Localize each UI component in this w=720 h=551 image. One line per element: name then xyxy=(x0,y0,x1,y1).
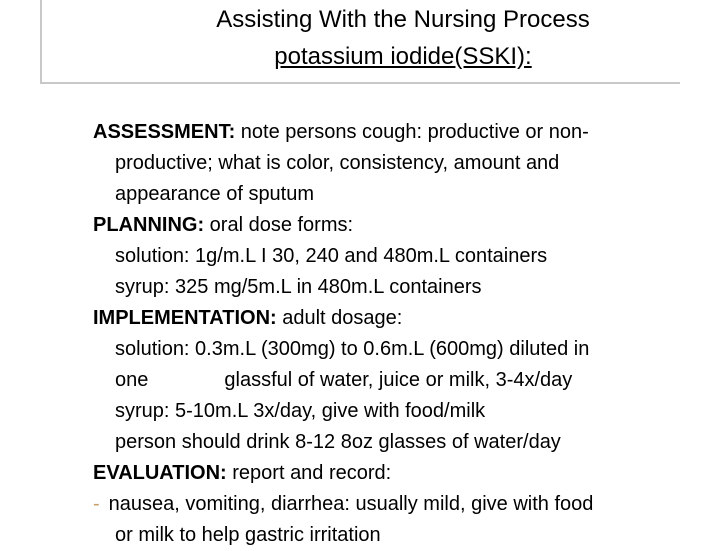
assessment-text-1: note persons cough: productive or non- xyxy=(235,121,589,143)
evaluation-line-3: or milk to help gastric irritation xyxy=(115,524,381,546)
assessment-line-3: appearance of sputum xyxy=(115,183,315,205)
planning-heading: PLANNING: xyxy=(93,214,205,236)
implementation-line-5: person should drink 8-12 8oz glasses of water/day xyxy=(115,431,561,453)
evaluation-text-2: nausea, vomiting, diarrhea: usually mild, give with food xyxy=(108,493,594,515)
evaluation-line-1 xyxy=(93,458,713,489)
implementation-line-4: syrup: 5-10m.L 3x/day, give with food/milk xyxy=(115,400,486,422)
slide-title: Assisting With the Nursing Process xyxy=(216,6,590,33)
implementation-line-3 xyxy=(93,365,713,396)
implementation-text-glassful: glassful of water, juice or milk, 3-4x/day xyxy=(224,369,573,391)
implementation-line-1 xyxy=(93,303,713,334)
slide-subtitle: potassium iodide(SSKI): xyxy=(274,43,532,70)
implementation-line-2: solution: 0.3m.L (300mg) to 0.6m.L (600mg) diluted in xyxy=(115,338,590,360)
evaluation-heading: EVALUATION: xyxy=(93,462,227,484)
assessment-line-1 xyxy=(93,117,713,148)
slide-body xyxy=(93,117,713,551)
assessment-heading: ASSESSMENT: xyxy=(93,121,236,143)
implementation-text-1: adult dosage: xyxy=(276,307,403,329)
planning-line-2: solution: 1g/m.L I 30, 240 and 480m.L containers xyxy=(115,245,548,267)
implementation-heading: IMPLEMENTATION: xyxy=(93,307,277,329)
dash-bullet-icon: - xyxy=(93,493,100,515)
planning-line-3: syrup: 325 mg/5m.L in 480m.L containers xyxy=(115,276,482,298)
implementation-text-one: one xyxy=(115,369,149,391)
decorative-horizontal-rule xyxy=(40,82,680,84)
planning-line-1 xyxy=(93,210,713,241)
planning-text-1: oral dose forms: xyxy=(204,214,354,236)
assessment-line-2: productive; what is color, consistency, amount and xyxy=(115,152,560,174)
evaluation-text-1: report and record: xyxy=(226,462,392,484)
evaluation-bullet-line xyxy=(93,489,713,520)
